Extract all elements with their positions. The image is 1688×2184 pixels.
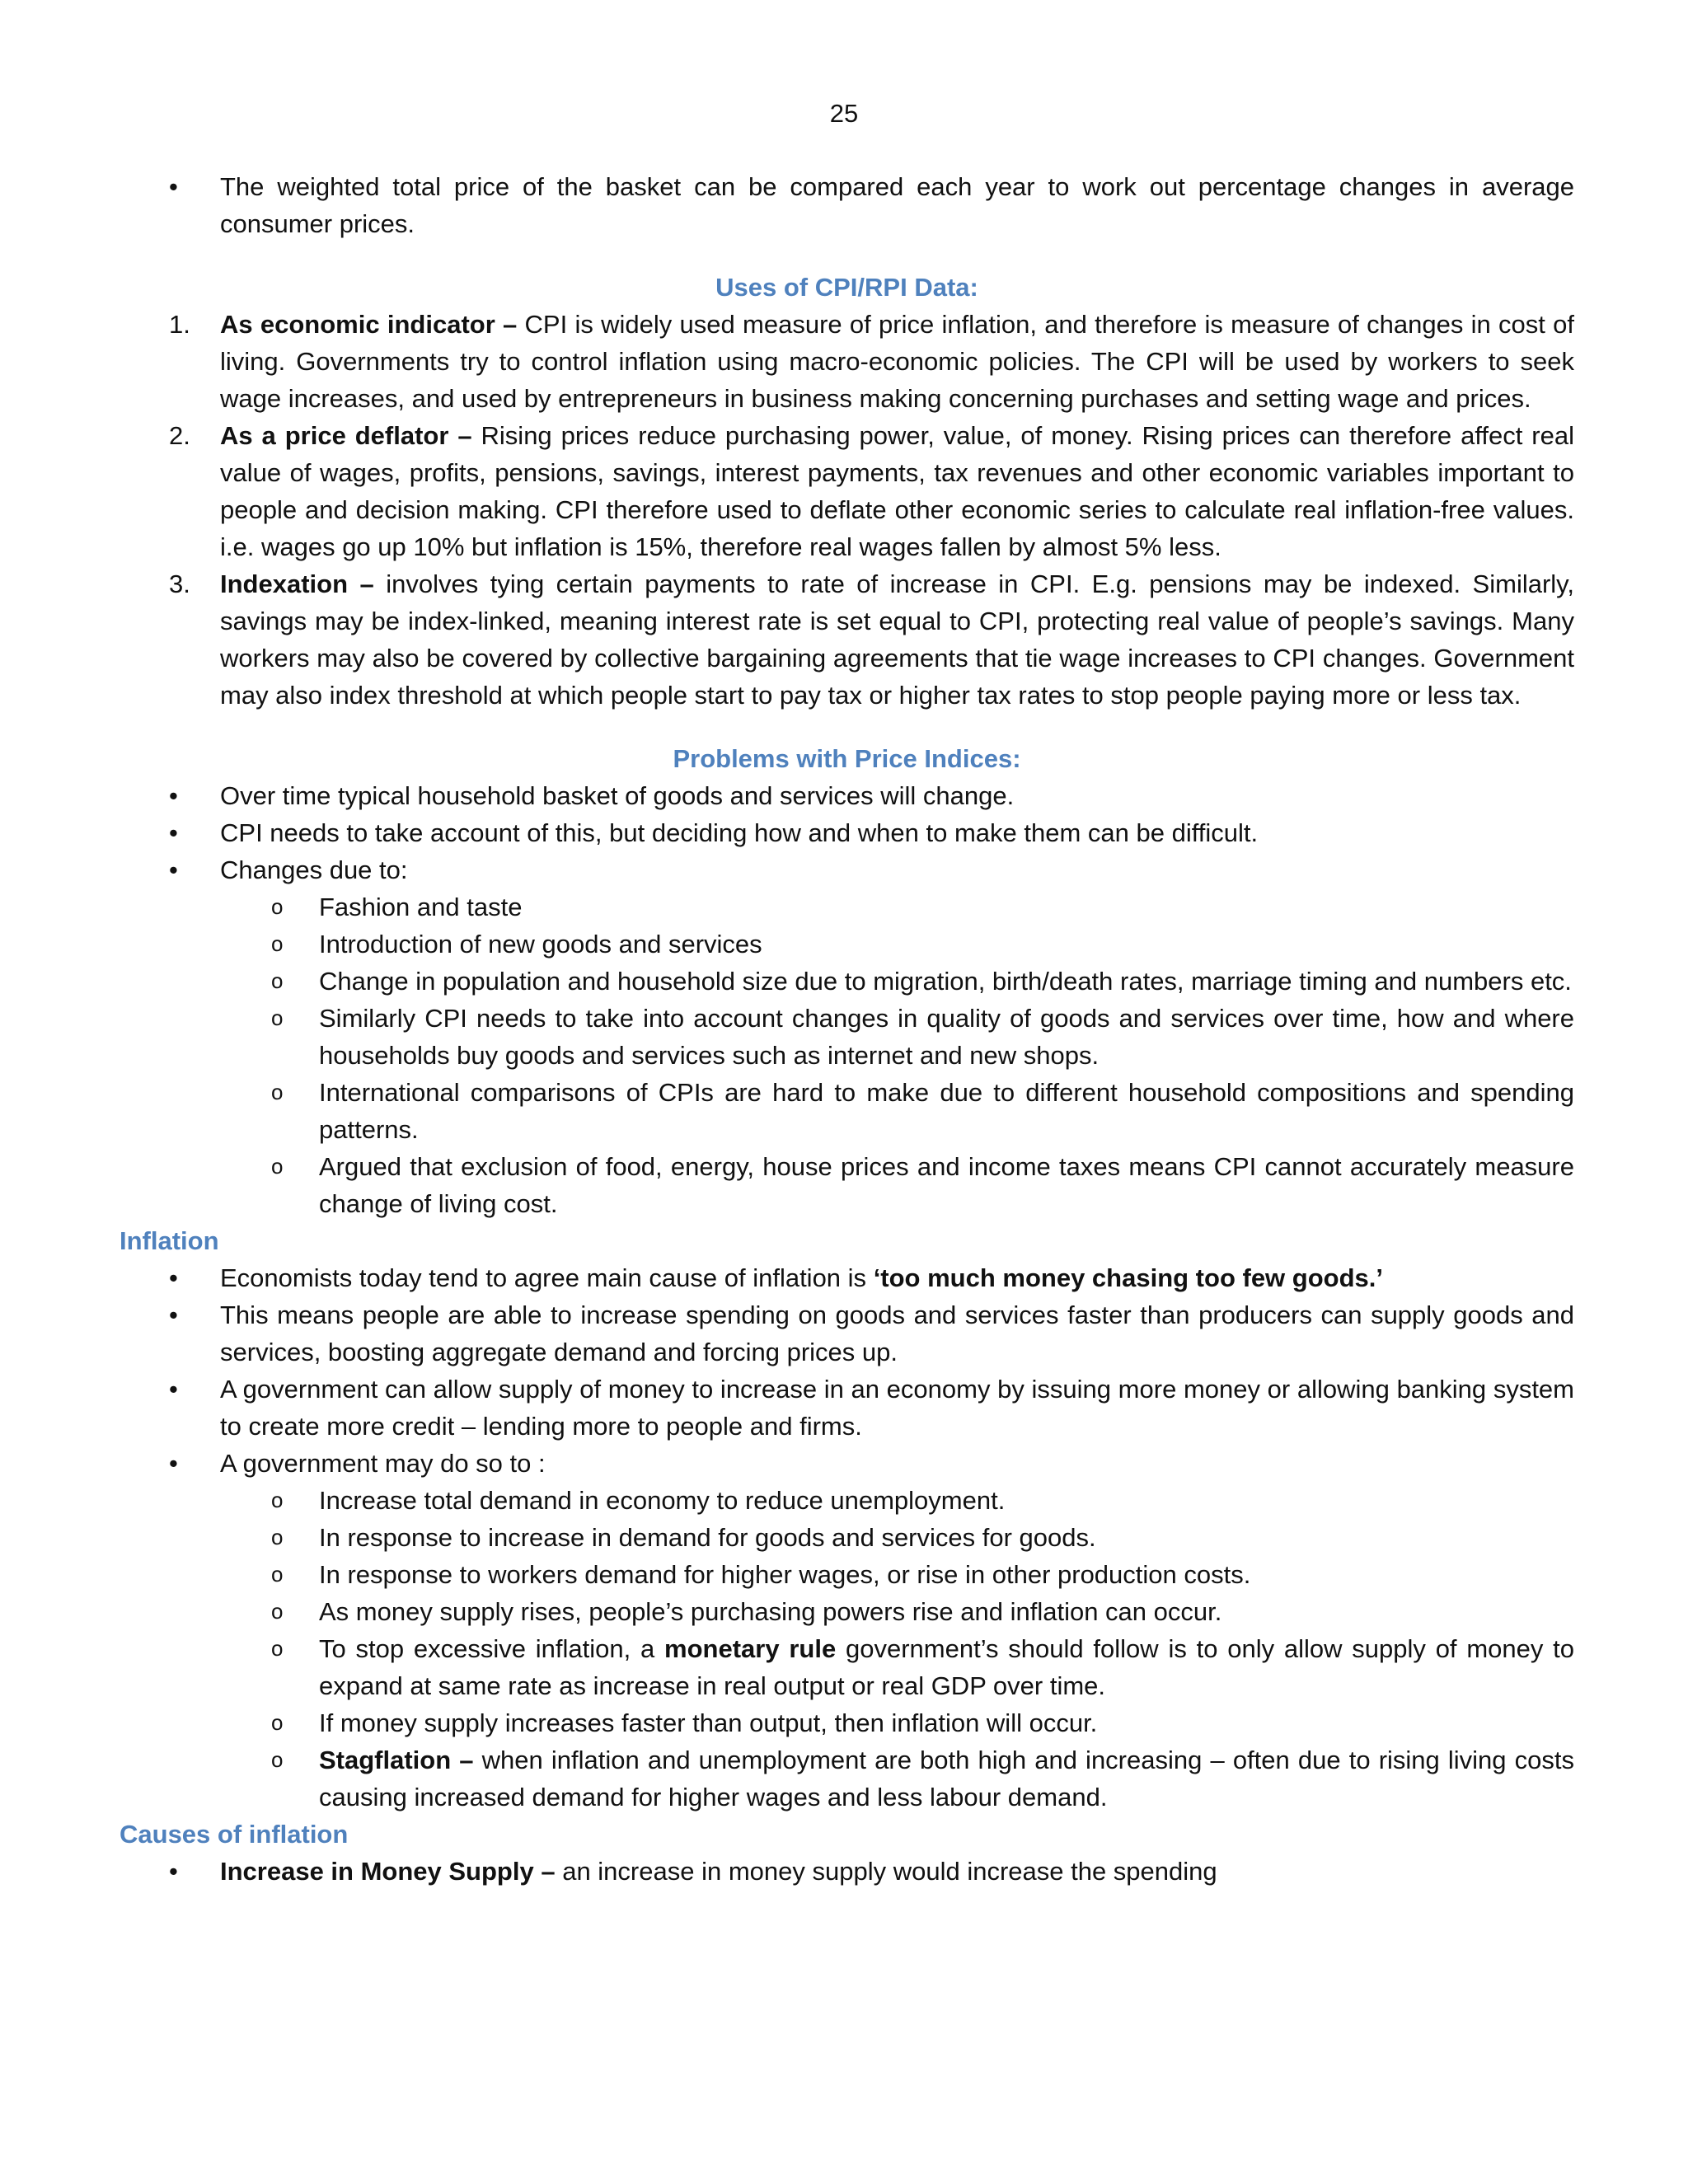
sub-list-item (120, 1630, 1574, 1704)
page-number: 25 (829, 99, 859, 128)
item-number: 2. (169, 421, 190, 450)
list-item-text: Economists today tend to agree main cause of inflation is (220, 1263, 867, 1292)
sub-list-item (120, 1074, 1574, 1148)
sub-list-item-text: Similarly CPI needs to take into account changes in quality of goods and services over time, how and where households buy goods and services such as internet and new shops. (319, 1004, 1574, 1070)
list-item-bold: ‘too much money chasing too few goods.’ (873, 1263, 1383, 1292)
list-item (120, 1445, 1574, 1482)
section-title-problems: Problems with Price Indices: (673, 744, 1021, 773)
sub-bullet-marker: o (271, 894, 284, 919)
section-title-uses: Uses of CPI/RPI Data: (715, 273, 978, 302)
sub-list-item-text: Fashion and taste (319, 893, 523, 921)
sub-list-item-text: Argued that exclusion of food, energy, house prices and income taxes means CPI cannot accurately measure change of living cost. (319, 1152, 1574, 1218)
sub-list-item (120, 1704, 1574, 1741)
sub-list-item-text: To stop excessive inflation, a (319, 1634, 655, 1663)
sub-list-item-bold: Stagflation – (319, 1746, 474, 1774)
item-text: involves tying certain payments to rate of increase in CPI. E.g. pensions may be indexed. Similarly, savings may be index-linked, meaning interest rate is set equal to CPI, protecting real value of people’s savings. Many workers may also be covered by collective bargaining agreements that tie wage increases to CPI changes. Government may also index threshold at which people start to pay tax or higher tax rates to stop people paying more or less tax. (220, 569, 1574, 710)
sub-list-item-text: As money supply rises, people’s purchasing powers rise and inflation can occur. (319, 1597, 1222, 1626)
sub-bullet-marker: o (271, 1525, 284, 1549)
list-item (120, 1296, 1574, 1371)
item-text: CPI is widely used measure of price inflation, and therefore is measure of changes in cost of living. Governments try to control inflation using macro-economic policies. The CPI will be used by workers to seek wage increases, and used by entrepreneurs in business making concerning purchases and setting wage and prices. (220, 310, 1574, 413)
sub-bullet-marker: o (271, 1080, 284, 1104)
sub-list-item (120, 888, 1574, 926)
sub-list-item-text: If money supply increases faster than output, then inflation will occur. (319, 1708, 1098, 1737)
sub-list-item (120, 963, 1574, 1000)
bullet-marker: • (169, 1263, 178, 1292)
sub-bullet-marker: o (271, 1562, 284, 1586)
bullet-marker: • (169, 1857, 178, 1886)
list-item-text: This means people are able to increase spending on goods and services faster than producers can supply goods and services, boosting aggregate demand and forcing prices up. (220, 1301, 1574, 1366)
list-item-text: Changes due to: (220, 855, 408, 884)
bullet-marker: • (169, 855, 178, 884)
list-item-text: CPI needs to take account of this, but deciding how and when to make them can be difficult. (220, 818, 1259, 847)
bullet-marker: • (169, 1375, 178, 1404)
sub-bullet-marker: o (271, 1005, 284, 1030)
sub-list-item-text: In response to increase in demand for goods and services for goods. (319, 1523, 1096, 1552)
list-item (120, 1853, 1574, 1890)
sub-list-item (120, 1593, 1574, 1630)
sub-list-item (120, 1741, 1574, 1816)
sub-list-item (120, 1519, 1574, 1556)
bullet-marker: • (169, 781, 178, 810)
list-item (120, 814, 1574, 851)
bullet-marker: • (169, 1301, 178, 1329)
list-item-text: The weighted total price of the basket can be compared each year to work out percentage changes in average consumer prices. (220, 172, 1574, 238)
numbered-item (120, 417, 1574, 565)
sub-list-item (120, 1482, 1574, 1519)
section-heading-causes: Causes of inflation (120, 1820, 349, 1849)
list-item-text: A government may do so to : (220, 1449, 546, 1478)
sub-bullet-marker: o (271, 1599, 284, 1624)
bullet-marker: • (169, 172, 178, 201)
numbered-item (120, 306, 1574, 417)
list-item-text: an increase in money supply would increase the spending (562, 1857, 1217, 1886)
item-term: Indexation – (220, 569, 374, 598)
sub-bullet-marker: o (271, 1747, 284, 1772)
item-number: 1. (169, 310, 190, 339)
bullet-marker: • (169, 818, 178, 847)
sub-bullet-marker: o (271, 1710, 284, 1735)
list-item-text: A government can allow supply of money to increase in an economy by issuing more money or allowing banking system to create more credit – lending more to people and firms. (220, 1375, 1574, 1441)
sub-bullet-marker: o (271, 1488, 284, 1512)
sub-list-item-text: Increase total demand in economy to reduce unemployment. (319, 1486, 1006, 1515)
sub-list-item (120, 1148, 1574, 1222)
list-item (120, 168, 1574, 242)
list-item (120, 777, 1574, 814)
sub-list-item-bold: monetary rule (664, 1634, 837, 1663)
list-item (120, 851, 1574, 888)
item-number: 3. (169, 569, 190, 598)
item-term: As economic indicator – (220, 310, 518, 339)
list-item (120, 1371, 1574, 1445)
sub-list-item-text: International comparisons of CPIs are hard to make due to different household compositions and spending patterns. (319, 1078, 1574, 1144)
sub-bullet-marker: o (271, 968, 284, 993)
sub-list-item-text: when inflation and unemployment are both high and increasing – often due to rising living costs causing increased demand for higher wages and less labour demand. (319, 1746, 1575, 1811)
bullet-marker: • (169, 1449, 178, 1478)
sub-list-item (120, 1000, 1574, 1074)
sub-bullet-marker: o (271, 931, 284, 956)
sub-list-item-text: Change in population and household size due to migration, birth/death rates, marriage timing and numbers etc. (319, 967, 1572, 996)
section-heading-inflation: Inflation (120, 1226, 219, 1255)
list-item-text: Over time typical household basket of goods and services will change. (220, 781, 1015, 810)
list-item (120, 1259, 1574, 1296)
item-text: Rising prices reduce purchasing power, value, of money. Rising prices can therefore affect real value of wages, profits, pensions, savings, interest payments, tax revenues and other economic variables important to people and decision making. CPI therefore used to deflate other economic series to calculate real inflation-free values. i.e. wages go up 10% but inflation is 15%, therefore real wages fallen by almost 5% less. (220, 421, 1574, 561)
sub-list-item-text: government’s should follow is to only allow supply of money to expand at same rate as increase in real output or real GDP over time. (319, 1634, 1574, 1700)
sub-bullet-marker: o (271, 1154, 284, 1179)
page-content (120, 168, 1574, 1890)
item-term: As a price deflator – (220, 421, 472, 450)
sub-list-item (120, 926, 1574, 963)
sub-list-item-text: In response to workers demand for higher wages, or rise in other production costs. (319, 1560, 1251, 1589)
sub-bullet-marker: o (271, 1636, 284, 1661)
sub-list-item-text: Introduction of new goods and services (319, 930, 762, 958)
sub-list-item (120, 1556, 1574, 1593)
numbered-item (120, 565, 1574, 714)
list-item-bold: Increase in Money Supply – (220, 1857, 556, 1886)
